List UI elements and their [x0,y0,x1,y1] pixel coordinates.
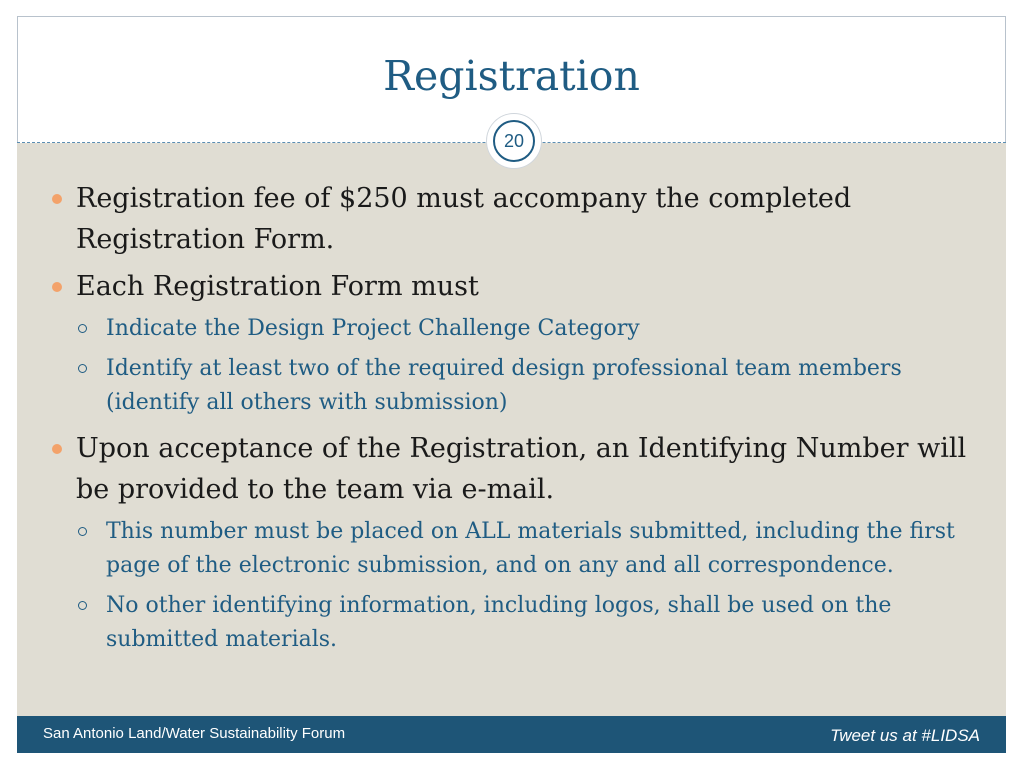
page-number-badge [487,114,541,168]
footer-bar [17,716,1006,753]
footer-right-text: Tweet us at #LIDSA [830,726,980,745]
bullet-dot-icon [52,444,62,454]
sub-bullet-text: Identify at least two of the required design professional team members (identify all others with submission) [106,356,902,415]
sub-bullet-circle-icon [78,324,87,333]
page-number: 20 [493,120,535,162]
bullet-item [50,266,970,420]
bullet-dot-icon [52,194,62,204]
sub-bullet-item [76,589,970,657]
sub-bullet-list [76,312,970,420]
bullet-text: Each Registration Form must [76,271,479,302]
sub-bullet-circle-icon [78,601,87,610]
bullet-text: Registration fee of $250 must accompany the completed Registration Form. [76,183,852,255]
sub-bullet-item [76,515,970,583]
sub-bullet-item [76,352,970,420]
slide-title: Registration [383,52,640,100]
sub-bullet-list [76,515,970,657]
bullet-text: Upon acceptance of the Registration, an Identifying Number will be provided to the team via e-mail. [76,433,967,505]
bullet-item [50,178,970,260]
sub-bullet-text: No other identifying information, including logos, shall be used on the submitted materials. [106,593,892,652]
sub-bullet-text: This number must be placed on ALL materials submitted, including the first page of the electronic submission, and on any and all correspondence. [106,519,955,578]
sub-bullet-circle-icon [78,364,87,373]
footer-left-text: San Antonio Land/Water Sustainability Forum [43,725,346,742]
bullet-list [50,178,970,665]
bullet-dot-icon [52,282,62,292]
sub-bullet-text: Indicate the Design Project Challenge Category [106,316,640,341]
sub-bullet-item [76,312,970,346]
bullet-item [50,428,970,657]
sub-bullet-circle-icon [78,527,87,536]
